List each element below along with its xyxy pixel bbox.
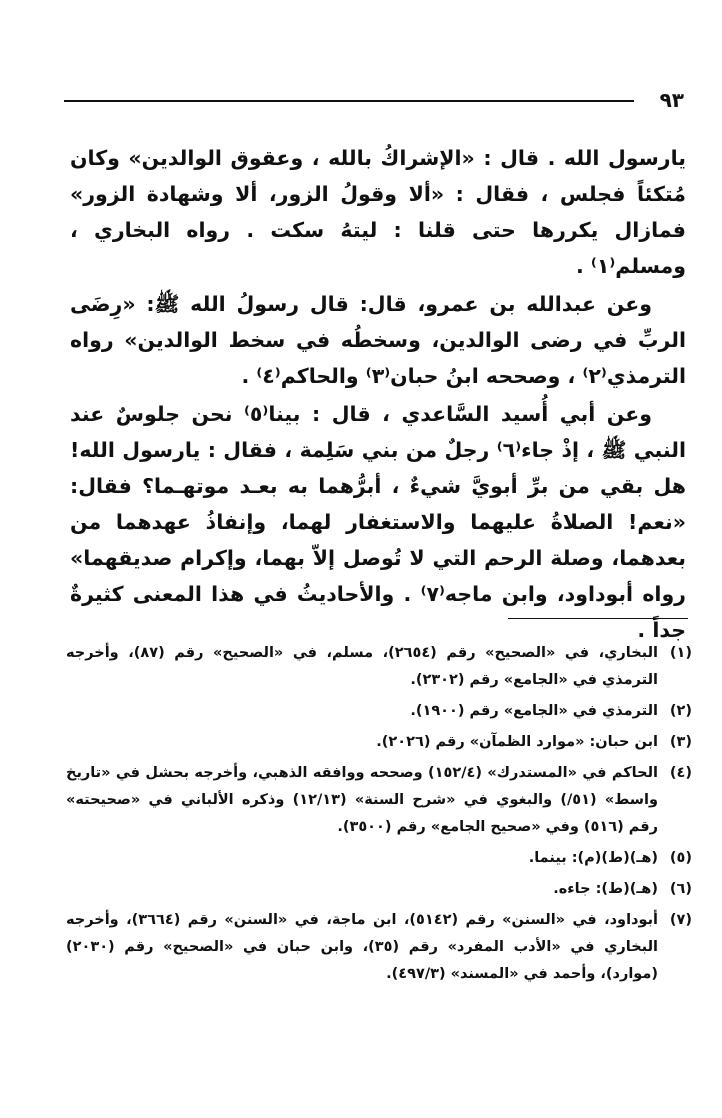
footnote-number: (٤) — [669, 765, 692, 781]
footnote-text: (هـ)(ط): جاءه. — [553, 881, 658, 897]
footnote-number: (٦) — [669, 881, 692, 897]
footnote-separator — [508, 618, 688, 619]
paragraph-3: وعن أبي أُسيد السَّاعدي ، قال : بينا⁽٥⁾ نحن جلوسٌ عند النبي ﷺ ، إذْ جاء⁽٦⁾ رجلٌ من بني سَلِمة ، فقال : يارسول الله! هل بقي من برِّ أبويَّ شيءٌ ، أبرُّهما به بعـد موتهـما؟ فقال: «نعم! الصلاةُ عليهما والاستغفار لهما، وإنفاذُ عهدهما من بعدهما، وصلة الرحم التي لا تُوصل إلاّ بهما، وإكرام صديقهما» رواه أبوداود، وابن ماجه⁽٧⁾ . والأحاديثُ في هذا المعنى كثيرةٌ جداً . — [70, 402, 686, 642]
footnote-number: (٣) — [669, 734, 692, 750]
footnotes — [66, 640, 692, 992]
footnote-6 — [66, 876, 692, 903]
footnote-number: (٢) — [669, 703, 692, 719]
paragraph-1: يارسول الله . قال : «الإشراكُ بالله ، وعقوق الوالدين» وكان مُتكئاً فجلس ، فقال : «ألا وقولُ الزور، ألا وشهادة الزور» فمازال يكررها حتى قلنا : ليتهُ سكت . رواه البخاري ، ومسلم⁽١⁾ . — [70, 146, 686, 278]
footnote-number: (١) — [669, 645, 692, 661]
footnote-text: أبوداود، في «السنن» رقم (٥١٤٢)، ابن ماجة، في «السنن» رقم (٣٦٦٤)، وأخرجه البخاري في «الأدب المفرد» رقم (٣٥)، وابن حبان في «الصحيح» رقم (٢٠٣٠) (موارد)، وأحمد في «المسند» (٤٩٧/٣). — [66, 912, 658, 982]
header-rule — [64, 100, 634, 102]
footnote-4 — [66, 760, 692, 841]
footnote-number: (٥) — [669, 850, 692, 866]
page-number: ٩٣ — [659, 88, 684, 112]
footnote-5 — [66, 845, 692, 872]
footnote-7 — [66, 907, 692, 988]
main-text — [70, 140, 686, 650]
footnote-text: الحاكم في «المستدرك» (١٥٢/٤) وصححه ووافقه الذهبي، وأخرجه بحشل في «تاريخ واسط» (٥١/) والبغوي في «شرح السنة» (١٢/١٣) وذكره الألباني في «صحيحته» رقم (٥١٦) وفي «صحيح الجامع» رقم (٣٥٠٠). — [66, 765, 659, 835]
footnote-text: الترمذي في «الجامع» رقم (١٩٠٠). — [410, 703, 658, 719]
paragraph-2: وعن عبدالله بن عمرو، قال: قال رسولُ الله ﷺ: «رِضَى الربِّ في رضى الوالدين، وسخطُه في سخط الوالدين» رواه الترمذي⁽٢⁾ ، وصححه ابنُ حبان⁽٣⁾ والحاكم⁽٤⁾ . — [70, 292, 686, 388]
footnote-number: (٧) — [669, 912, 692, 928]
footnote-text: البخاري، في «الصحيح» رقم (٢٦٥٤)، مسلم، في «الصحيح» رقم (٨٧)، وأخرجه الترمذي في «الجامع» رقم (٢٣٠٢). — [66, 645, 658, 688]
footnote-text: ابن حبان: «موارد الظمآن» رقم (٢٠٢٦). — [376, 734, 658, 750]
footnote-3 — [66, 729, 692, 756]
footnote-2 — [66, 698, 692, 725]
footnote-text: (هـ)(ط)(م): بينما. — [528, 850, 658, 866]
footnote-1 — [66, 640, 692, 694]
page-header — [64, 88, 684, 112]
